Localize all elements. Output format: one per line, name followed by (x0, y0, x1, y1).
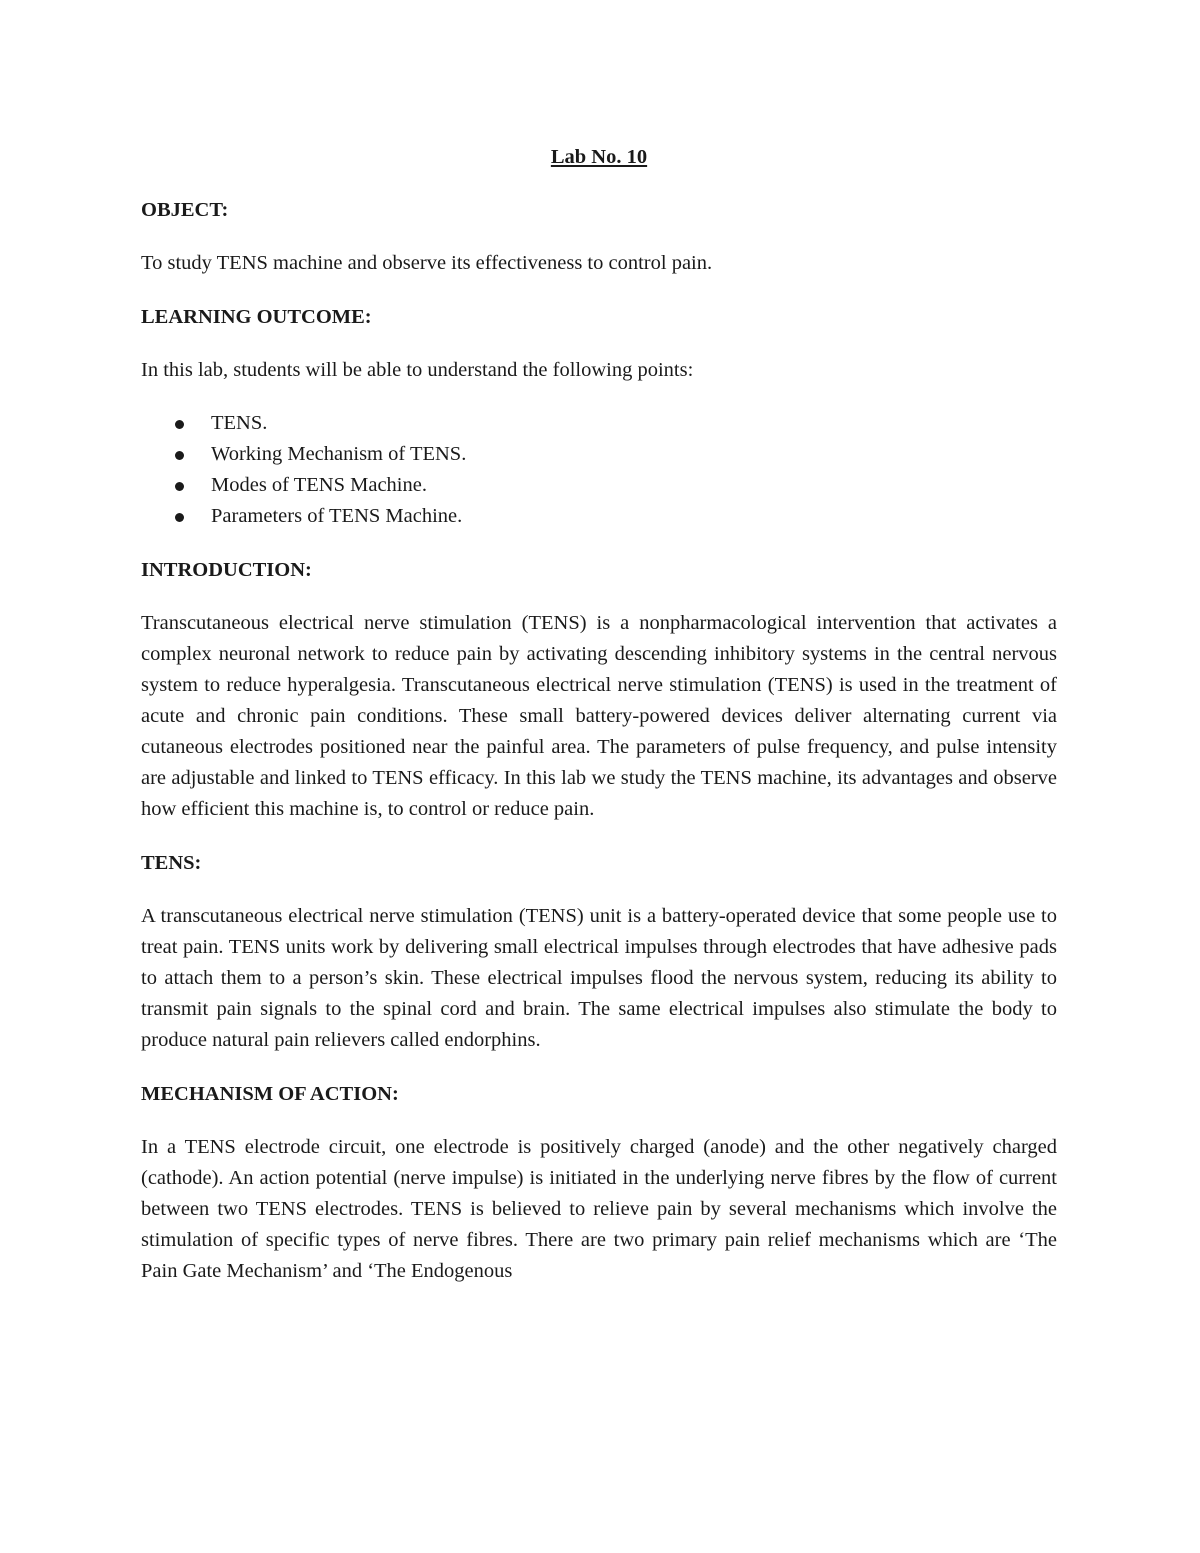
list-item (141, 501, 1057, 532)
learning-outcome-heading: LEARNING OUTCOME: (141, 306, 372, 328)
learning-points-list (141, 408, 1057, 532)
document-page (141, 140, 1057, 1309)
tens-heading: TENS: (141, 852, 202, 874)
object-heading: OBJECT: (141, 199, 229, 221)
list-item-text: TENS. (211, 412, 268, 434)
bullet-icon (175, 451, 184, 460)
tens-text: A transcutaneous electrical nerve stimulation (TENS) unit is a battery-operated device that some people use to treat pain. TENS units work by delivering small electrical impulses through electrodes that have adhesive pads to attach them to a person’s skin. These electrical impulses flood the nervous system, reducing its ability to transmit pain signals to the spinal cord and brain. The same electrical impulses also stimulate the body to produce natural pain relievers called endorphins. (141, 905, 1057, 1051)
introduction-heading: INTRODUCTION: (141, 559, 312, 581)
object-text: To study TENS machine and observe its effectiveness to control pain. (141, 252, 713, 274)
list-item-text: Parameters of TENS Machine. (211, 505, 463, 527)
page-title: Lab No. 10 (550, 146, 648, 168)
list-item (141, 470, 1057, 501)
list-item (141, 439, 1057, 470)
bullet-icon (175, 420, 184, 429)
list-item-text: Working Mechanism of TENS. (211, 443, 467, 465)
introduction-text: Transcutaneous electrical nerve stimulation (TENS) is a nonpharmacological intervention that activates a complex neuronal network to reduce pain by activating descending inhibitory systems in the central nervous system to reduce hyperalgesia. Transcutaneous electrical nerve stimulation (TENS) is used in the treatment of acute and chronic pain conditions. These small battery-powered devices deliver alternating current via cutaneous electrodes positioned near the painful area. The parameters of pulse frequency, and pulse intensity are adjustable and linked to TENS efficacy. In this lab we study the TENS machine, its advantages and observe how efficient this machine is, to control or reduce pain. (141, 612, 1057, 820)
mechanism-heading: MECHANISM OF ACTION: (141, 1083, 399, 1105)
learning-outcome-intro: In this lab, students will be able to understand the following points: (141, 359, 694, 381)
bullet-icon (175, 482, 184, 491)
mechanism-text: In a TENS electrode circuit, one electrode is positively charged (anode) and the other negatively charged (cathode). An action potential (nerve impulse) is initiated in the underlying nerve fibres by the flow of current between two TENS electrodes. TENS is believed to relieve pain by several mechanisms which involve the stimulation of specific types of nerve fibres. There are two primary pain relief mechanisms which are ‘The Pain Gate Mechanism’ and ‘The Endogenous (141, 1136, 1057, 1282)
list-item (141, 408, 1057, 439)
bullet-icon (175, 513, 184, 522)
list-item-text: Modes of TENS Machine. (211, 474, 427, 496)
